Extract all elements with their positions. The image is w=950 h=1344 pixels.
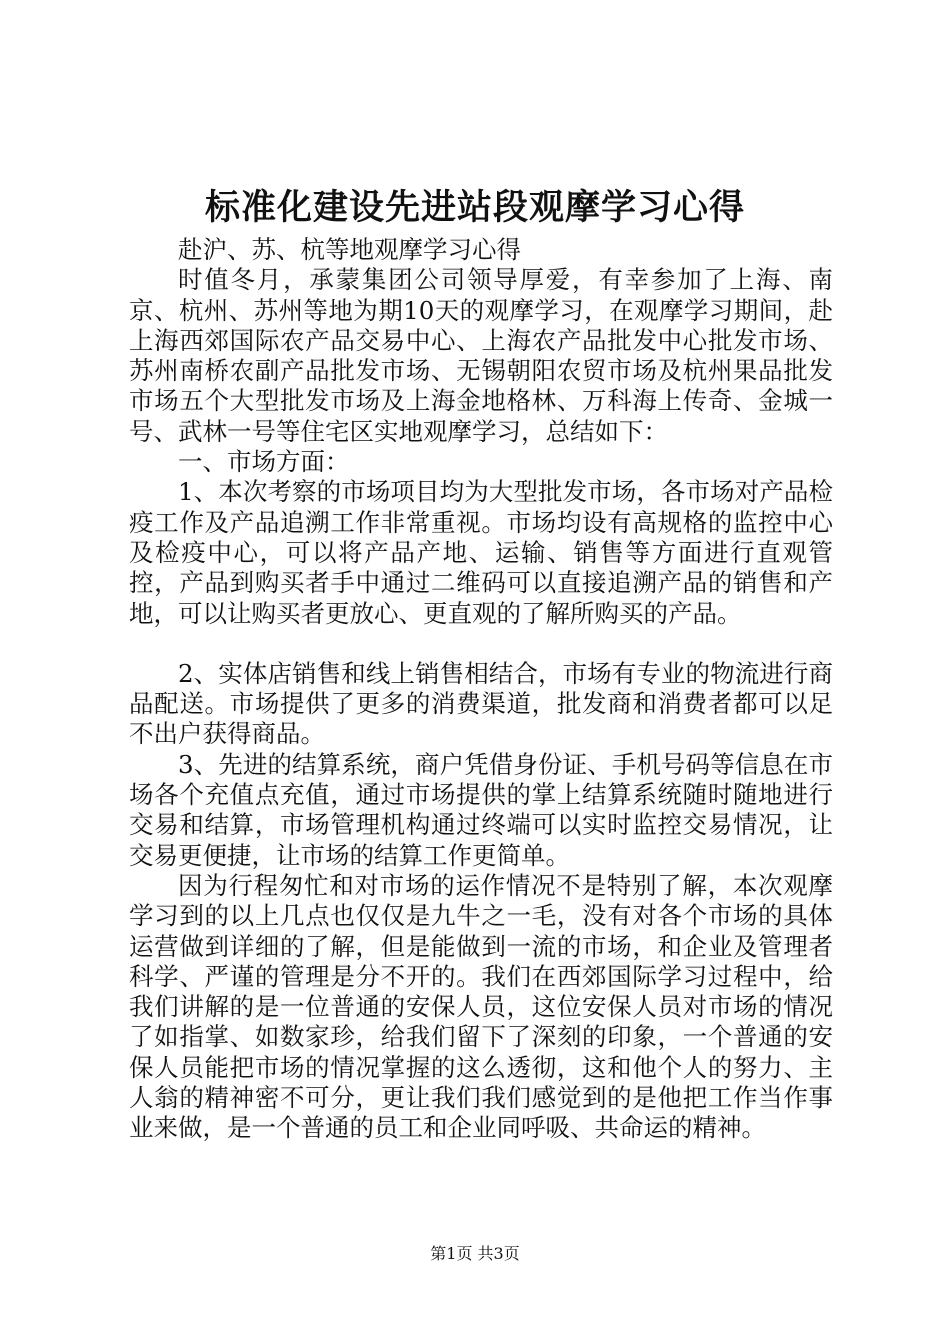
intro-paragraph: 时值冬月，承蒙集团公司领导厚爱，有幸参加了上海、南京、杭州、苏州等地为期10天的观摩学习，在观摩学习期间，赴上海西郊国际农产品交易中心、上海农产品批发中心批发市场、苏州南桥农副产品批发市场、无锡朝阳农贸市场及杭州果品批发市场五个大型批发市场及上海金地格林、万科海上传奇、金城一号、武林一号等住宅区实地观摩学习，总结如下： [129,265,833,446]
conclusion-paragraph: 因为行程匆忙和对市场的运作情况不是特别了解，本次观摩学习到的以上几点也仅仅是九牛之一毛，没有对各个市场的具体运营做到详细的了解，但是能做到一流的市场，和企业及管理者科学、严谨的管理是分不开的。我们在西郊国际学习过程中，给我们讲解的是一位普通的安保人员，这位安保人员对市场的情况了如指掌、如数家珍，给我们留下了深刻的印象，一个普通的安保人员能把市场的情况掌握的这么透彻，这和他个人的努力、主人翁的精神密不可分，更让我们我们感觉到的是他把工作当作事业来做，是一个普通的员工和企业同呼吸、共命运的精神。 [129,870,833,1143]
paragraph-gap [129,629,833,659]
point-1-paragraph: 1、本次考察的市场项目均为大型批发市场，各市场对产品检疫工作及产品追溯工作非常重视。市场均设有高规格的监控中心及检疫中心，可以将产品产地、运输、销售等方面进行直观管控，产品到购买者手中通过二维码可以直接追溯产品的销售和产地，可以让购买者更放心、更直观的了解所购买的产品。 [129,477,833,628]
section-heading-market: 一、市场方面： [178,447,350,477]
document-body [129,235,833,1144]
document-title: 标准化建设先进站段观摩学习心得 [204,188,745,228]
page-footer: 第1页 共3页 [430,1244,520,1263]
point-2-paragraph: 2、实体店销售和线上销售相结合，市场有专业的物流进行商品配送。市场提供了更多的消费渠道，批发商和消费者都可以足不出户获得商品。 [129,658,833,749]
subtitle-paragraph: 赴沪、苏、杭等地观摩学习心得 [178,235,521,264]
point-3-paragraph: 3、先进的结算系统，商户凭借身份证、手机号码等信息在市场各个充值点充值，通过市场提供的掌上结算系统随时随地进行交易和结算，市场管理机构通过终端可以实时监控交易情况，让交易更便捷，让市场的结算工作更简单。 [129,749,833,870]
